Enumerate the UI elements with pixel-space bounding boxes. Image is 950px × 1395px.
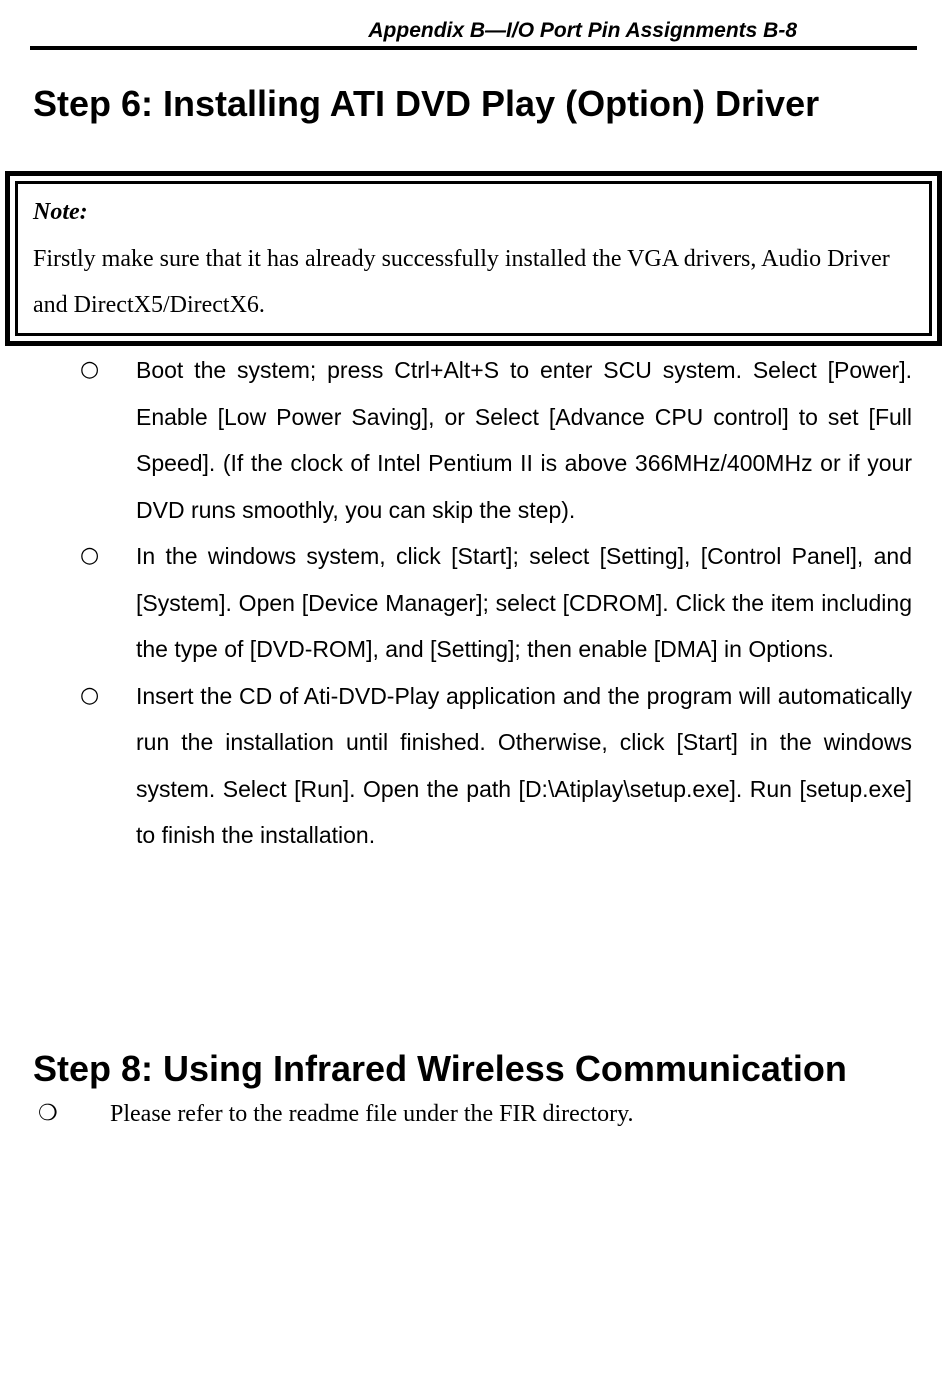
list-item xyxy=(0,347,950,533)
list-item xyxy=(0,533,950,673)
list-item-text: Insert the CD of Ati-DVD-Play application and the program will automatically run the installation until finished. Otherwise, click [Start] in the windows system. Select [Run]. Open the path [D:\Atiplay\setup.exe]. Run [setup.exe] to finish the installation. xyxy=(136,682,912,848)
list-item-text: In the windows system, click [Start]; select [Setting], [Control Panel], and [System]. Open [Device Manager]; select [CDROM]. Click the item including the type of [DVD-ROM], and [Setting]; then enable [DMA] in Options. xyxy=(136,543,912,662)
note-body: Firstly make sure that it has already successfully installed the VGA drivers, Audio Driver and DirectX5/DirectX6. xyxy=(33,246,890,318)
list-item xyxy=(0,1097,950,1131)
hollow-circle-bullet-icon: ○ xyxy=(80,357,100,382)
note-title: Note: xyxy=(33,199,88,225)
list-item-text: Please refer to the readme file under the FIR directory. xyxy=(110,1101,634,1127)
step6-title: Step 6: Installing ATI DVD Play (Option) Driver xyxy=(33,83,820,124)
running-header: Appendix B—I/O Port Pin Assignments B-8 xyxy=(368,19,797,42)
hollow-circle-bullet-icon: ○ xyxy=(80,543,100,568)
shadowed-circle-bullet-icon: ❍ xyxy=(38,1101,58,1126)
list-item-text: Boot the system; press Ctrl+Alt+S to enter SCU system. Select [Power]. Enable [Low Power Saving], or Select [Advance CPU control] to set [Full Speed]. (If the clock of Intel Pentium II is above 366MHz/400MHz or if your DVD runs smoothly, you can skip the step). xyxy=(136,357,912,523)
step6-bullet-list xyxy=(0,347,950,859)
hollow-circle-bullet-icon: ○ xyxy=(80,682,100,708)
step8-title: Step 8: Using Infrared Wireless Communication xyxy=(33,1048,847,1089)
list-item xyxy=(0,673,950,859)
header-rule xyxy=(30,46,917,50)
